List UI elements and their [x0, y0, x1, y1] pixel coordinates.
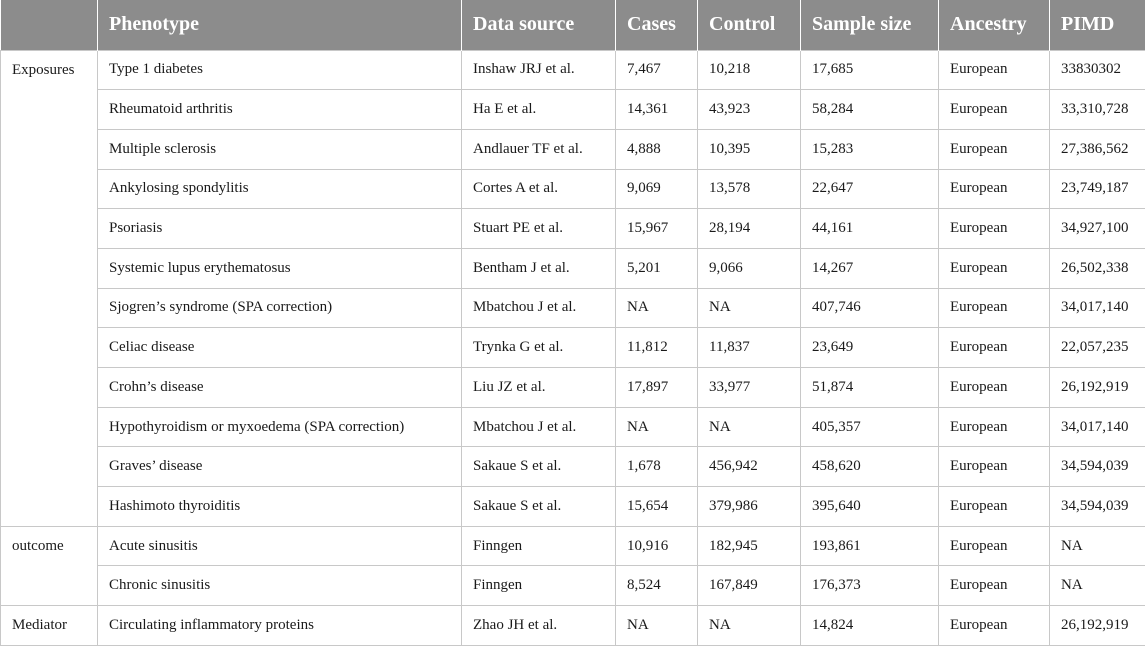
phenotype-cell: Sjogren’s syndrome (SPA correction): [98, 288, 462, 328]
pimd-cell: 33830302: [1050, 50, 1145, 90]
control-cell: 11,837: [698, 328, 801, 368]
cases-cell: 5,201: [616, 248, 698, 288]
data-source-cell: Mbatchou J et al.: [462, 407, 616, 447]
table-row: [1, 526, 1145, 566]
data-source-cell: Trynka G et al.: [462, 328, 616, 368]
cases-cell: 7,467: [616, 50, 698, 90]
table-row: [1, 129, 1145, 169]
phenotype-cell: Hashimoto thyroiditis: [98, 487, 462, 527]
sample-size-cell: 58,284: [801, 90, 939, 130]
sample-size-cell: 14,824: [801, 606, 939, 646]
cases-cell: 10,916: [616, 526, 698, 566]
pimd-cell: NA: [1050, 526, 1145, 566]
control-cell: 9,066: [698, 248, 801, 288]
pimd-cell: 27,386,562: [1050, 129, 1145, 169]
phenotype-cell: Circulating inflammatory proteins: [98, 606, 462, 646]
data-source-cell: Ha E et al.: [462, 90, 616, 130]
table-row: [1, 407, 1145, 447]
control-cell: 33,977: [698, 368, 801, 408]
pimd-cell: 26,192,919: [1050, 368, 1145, 408]
control-cell: 10,218: [698, 50, 801, 90]
phenotype-cell: Graves’ disease: [98, 447, 462, 487]
header-cell-phenotype: Phenotype: [98, 0, 462, 50]
pimd-cell: 34,594,039: [1050, 487, 1145, 527]
control-cell: 43,923: [698, 90, 801, 130]
table-row: [1, 447, 1145, 487]
data-source-cell: Sakaue S et al.: [462, 487, 616, 527]
pimd-cell: 23,749,187: [1050, 169, 1145, 209]
control-cell: 10,395: [698, 129, 801, 169]
header-cell-sample-size: Sample size: [801, 0, 939, 50]
cases-cell: NA: [616, 407, 698, 447]
phenotype-cell: Crohn’s disease: [98, 368, 462, 408]
data-source-cell: Cortes A et al.: [462, 169, 616, 209]
sample-size-cell: 51,874: [801, 368, 939, 408]
pimd-cell: 26,502,338: [1050, 248, 1145, 288]
data-source-cell: Inshaw JRJ et al.: [462, 50, 616, 90]
ancestry-cell: European: [939, 209, 1050, 249]
sample-size-cell: 405,357: [801, 407, 939, 447]
phenotype-cell: Ankylosing spondylitis: [98, 169, 462, 209]
data-source-cell: Andlauer TF et al.: [462, 129, 616, 169]
table-row: [1, 487, 1145, 527]
phenotype-cell: Systemic lupus erythematosus: [98, 248, 462, 288]
phenotype-cell: Celiac disease: [98, 328, 462, 368]
cases-cell: NA: [616, 288, 698, 328]
cases-cell: 15,654: [616, 487, 698, 527]
cases-cell: 9,069: [616, 169, 698, 209]
pimd-cell: 34,594,039: [1050, 447, 1145, 487]
data-source-cell: Bentham J et al.: [462, 248, 616, 288]
header-cell-cases: Cases: [616, 0, 698, 50]
header-row: [1, 0, 1145, 50]
pimd-cell: 34,927,100: [1050, 209, 1145, 249]
cases-cell: 4,888: [616, 129, 698, 169]
ancestry-cell: European: [939, 526, 1050, 566]
header-cell-group: [1, 0, 98, 50]
sample-size-cell: 22,647: [801, 169, 939, 209]
phenotype-cell: Acute sinusitis: [98, 526, 462, 566]
phenotype-cell: Rheumatoid arthritis: [98, 90, 462, 130]
table-row: [1, 90, 1145, 130]
table-body: [1, 50, 1145, 645]
data-source-cell: Finngen: [462, 566, 616, 606]
pimd-cell: 34,017,140: [1050, 407, 1145, 447]
table-row: [1, 328, 1145, 368]
ancestry-cell: European: [939, 407, 1050, 447]
sample-size-cell: 17,685: [801, 50, 939, 90]
group-label: Mediator: [1, 606, 98, 646]
table-row: [1, 606, 1145, 646]
table-row: [1, 566, 1145, 606]
ancestry-cell: European: [939, 248, 1050, 288]
ancestry-cell: European: [939, 129, 1050, 169]
data-source-cell: Liu JZ et al.: [462, 368, 616, 408]
ancestry-cell: European: [939, 368, 1050, 408]
group-label: outcome: [1, 526, 98, 605]
pimd-cell: 22,057,235: [1050, 328, 1145, 368]
pimd-cell: 33,310,728: [1050, 90, 1145, 130]
header-cell-data-source: Data source: [462, 0, 616, 50]
phenotype-cell: Type 1 diabetes: [98, 50, 462, 90]
cases-cell: 11,812: [616, 328, 698, 368]
control-cell: 182,945: [698, 526, 801, 566]
data-source-cell: Zhao JH et al.: [462, 606, 616, 646]
phenotype-cell: Psoriasis: [98, 209, 462, 249]
table-row: [1, 288, 1145, 328]
control-cell: NA: [698, 606, 801, 646]
sample-size-cell: 395,640: [801, 487, 939, 527]
data-source-cell: Mbatchou J et al.: [462, 288, 616, 328]
ancestry-cell: European: [939, 328, 1050, 368]
ancestry-cell: European: [939, 447, 1050, 487]
header-cell-control: Control: [698, 0, 801, 50]
sample-size-cell: 44,161: [801, 209, 939, 249]
cases-cell: NA: [616, 606, 698, 646]
control-cell: 456,942: [698, 447, 801, 487]
ancestry-cell: European: [939, 50, 1050, 90]
ancestry-cell: European: [939, 169, 1050, 209]
cases-cell: 8,524: [616, 566, 698, 606]
ancestry-cell: European: [939, 487, 1050, 527]
header-cell-ancestry: Ancestry: [939, 0, 1050, 50]
cases-cell: 17,897: [616, 368, 698, 408]
table-row: [1, 209, 1145, 249]
header-cell-pimd: PIMD: [1050, 0, 1145, 50]
table-row: [1, 50, 1145, 90]
pimd-cell: NA: [1050, 566, 1145, 606]
phenotype-cell: Multiple sclerosis: [98, 129, 462, 169]
sample-size-cell: 407,746: [801, 288, 939, 328]
sample-size-cell: 14,267: [801, 248, 939, 288]
control-cell: NA: [698, 407, 801, 447]
control-cell: NA: [698, 288, 801, 328]
cases-cell: 1,678: [616, 447, 698, 487]
ancestry-cell: European: [939, 90, 1050, 130]
control-cell: 28,194: [698, 209, 801, 249]
data-source-cell: Sakaue S et al.: [462, 447, 616, 487]
ancestry-cell: European: [939, 288, 1050, 328]
table-row: [1, 169, 1145, 209]
sample-size-cell: 15,283: [801, 129, 939, 169]
control-cell: 13,578: [698, 169, 801, 209]
data-source-cell: Stuart PE et al.: [462, 209, 616, 249]
group-label: Exposures: [1, 50, 98, 526]
control-cell: 167,849: [698, 566, 801, 606]
sample-size-cell: 458,620: [801, 447, 939, 487]
sample-size-cell: 193,861: [801, 526, 939, 566]
table-row: [1, 368, 1145, 408]
cases-cell: 15,967: [616, 209, 698, 249]
pimd-cell: 26,192,919: [1050, 606, 1145, 646]
table-row: [1, 248, 1145, 288]
pimd-cell: 34,017,140: [1050, 288, 1145, 328]
phenotype-cell: Hypothyroidism or myxoedema (SPA correction): [98, 407, 462, 447]
cases-cell: 14,361: [616, 90, 698, 130]
ancestry-cell: European: [939, 566, 1050, 606]
control-cell: 379,986: [698, 487, 801, 527]
phenotype-cell: Chronic sinusitis: [98, 566, 462, 606]
sample-size-cell: 23,649: [801, 328, 939, 368]
sample-size-cell: 176,373: [801, 566, 939, 606]
data-source-cell: Finngen: [462, 526, 616, 566]
ancestry-cell: European: [939, 606, 1050, 646]
